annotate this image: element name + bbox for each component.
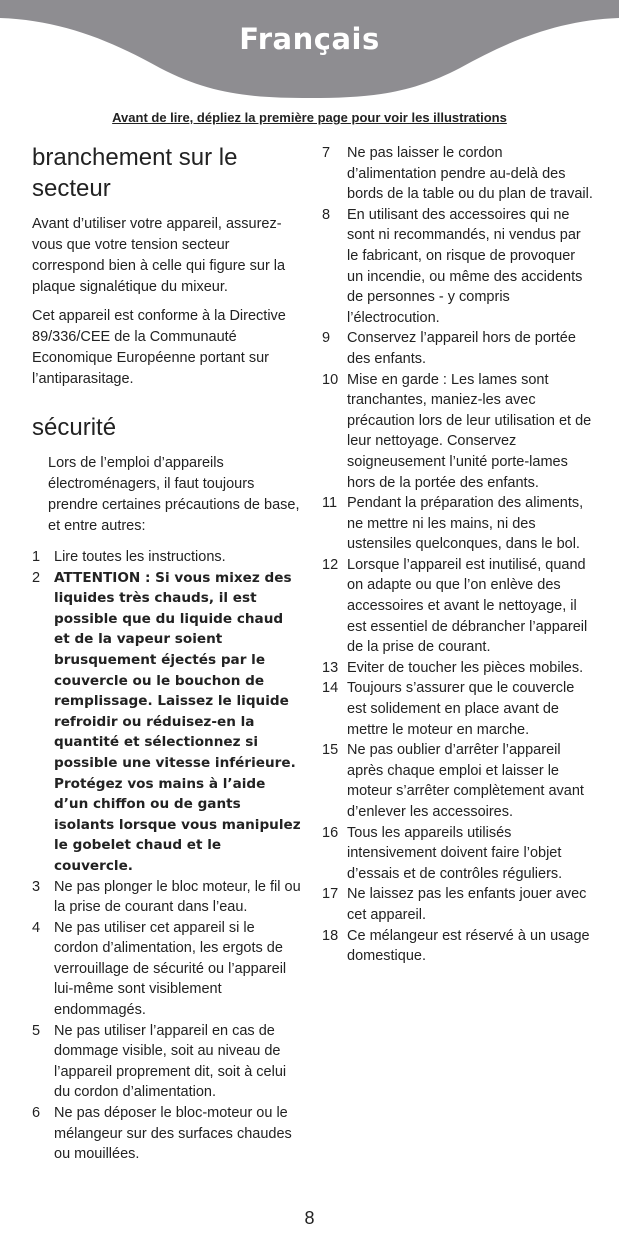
list-item-number: 18 [322,927,339,944]
list-item-warning [32,568,302,877]
safety-list-left [32,547,302,1165]
list-item [32,918,302,1021]
list-item [323,370,595,494]
list-item-number: 12 [322,556,339,573]
list-item [323,555,595,658]
list-item [323,678,595,740]
list-item-number: 2 [32,569,41,586]
list-item-text: Ce mélangeur est réservé à un usage domestique. [347,927,590,965]
list-item-text: Ne pas laisser le cordon d’alimentation pendre au-delà des bords de la table ou du plan de travail. [347,145,593,203]
paragraph-safety-intro: Lors de l’emploi d’appareils électroménagers, il faut toujours prendre certaines précautions de base, et entre autres: [48,455,300,534]
list-item-number: 5 [32,1022,41,1039]
list-item-text: Mise en garde : Les lames sont tranchantes, maniez-les avec précaution lors de leur utilisation et de leur nettoyage. Conservez soigneusement l’unité porte-lames hors de la portée des enfants. [347,371,592,491]
list-item-number: 10 [322,371,339,388]
list-item-text: Ne pas utiliser l’appareil en cas de dommage visible, soit au niveau de l’appareil proprement dit, soit à celui du cordon d’alimentation. [54,1022,287,1101]
list-item-number: 11 [322,495,338,512]
left-column [32,142,302,1165]
list-item-text: ATTENTION : Si vous mixez des liquides très chauds, il est possible que du liquide chaud et de la vapeur soient brusquement éjectés par le couvercle ou le bouchon de remplissage. Laissez le liquide refroidir ou réduisez-en la quantité et sélectionnez si possible une vitesse inférieure. Protégez vos mains à l’aide d’un chiffon ou de gants isolants lorsque vous manipulez le gobelet chaud et le couvercle. [54,569,301,874]
list-item [323,884,595,925]
list-item-number: 13 [322,659,339,676]
list-item [323,926,595,967]
list-item [323,823,595,885]
list-item-number: 8 [322,206,331,223]
list-item-text: Ne pas oublier d’arrêter l’appareil après chaque emploi et laisser le moteur s’arrêter complètement avant d’enlever les accessoires. [347,742,584,820]
list-item-text: Pendant la préparation des aliments, ne mettre ni les mains, ni des ustensiles quelconques, dans le bol. [347,495,584,553]
page-number: 8 [304,1208,315,1228]
paragraph-directive: Cet appareil est conforme à la Directive 89/336/CEE de la Communauté Economique Européenne portant sur l’antiparasitage. [32,308,286,387]
list-item-number: 3 [32,878,41,895]
list-item-number: 16 [322,824,339,841]
list-item-text: Lire toutes les instructions. [54,549,226,565]
list-item-number: 9 [322,330,331,347]
right-column [323,143,595,967]
list-item-text: Conservez l’appareil hors de portée des enfants. [347,330,576,367]
safety-list-right [323,143,595,967]
list-item [323,205,595,329]
list-item-text: Tous les appareils utilisés intensivement doivent faire l’objet d’essais et de contrôles réguliers. [347,824,563,882]
list-item-text: Lorsque l’appareil est inutilisé, quand on adapte ou que l’on enlève des accessoires et avant le nettoyage, il est essentiel de débrancher l’appareil de la prise de courant. [347,556,588,656]
section-heading-mains: branchement sur le secteur [32,144,238,202]
list-item-number: 4 [32,919,41,936]
list-item-text: Toujours s’assurer que le couvercle est solidement en place avant de mettre le moteur en marche. [347,680,575,738]
list-item [323,143,595,205]
list-item [323,740,595,822]
paragraph-voltage: Avant d’utiliser votre appareil, assurez-vous que votre tension secteur correspond bien à celle qui figure sur la plaque signalétique du mixeur. [32,216,286,295]
list-item-text: Ne pas déposer le bloc-moteur ou le mélangeur sur des surfaces chaudes ou mouillées. [54,1105,292,1163]
list-item-text: Ne pas plonger le bloc moteur, le fil ou la prise de courant dans l’eau. [54,878,301,916]
list-item-number: 7 [322,145,331,161]
page-language-title: Français [239,22,380,56]
list-item-number: 15 [322,742,339,759]
list-item [32,1021,302,1103]
list-item-text: Eviter de toucher les pièces mobiles. [347,659,584,676]
list-item-text: Ne pas utiliser cet appareil si le cordon d’alimentation, les ergots de verrouillage de sécurité ou l’appareil lui-même sont visiblement endommagés. [54,919,287,1019]
list-item-text: Ne laissez pas les enfants jouer avec cet appareil. [347,886,587,923]
list-item-number: 1 [32,549,41,565]
list-item-number: 17 [322,886,339,903]
list-item [323,328,595,369]
list-item [32,1103,302,1165]
list-item-number: 14 [322,680,339,697]
list-item [323,493,595,555]
list-item [323,658,595,679]
illustration-notice: Avant de lire, dépliez la première page pour voir les illustrations [112,110,507,125]
list-item [32,547,302,568]
list-item-text: En utilisant des accessoires qui ne sont ni recommandés, ni vendus par le fabricant, on risque de provoquer un incendie, ou même des accidents de personnes - y compris l’électrocution. [347,206,583,326]
list-item [32,877,302,918]
list-item-number: 6 [32,1105,41,1122]
section-heading-safety: sécurité [32,414,117,441]
